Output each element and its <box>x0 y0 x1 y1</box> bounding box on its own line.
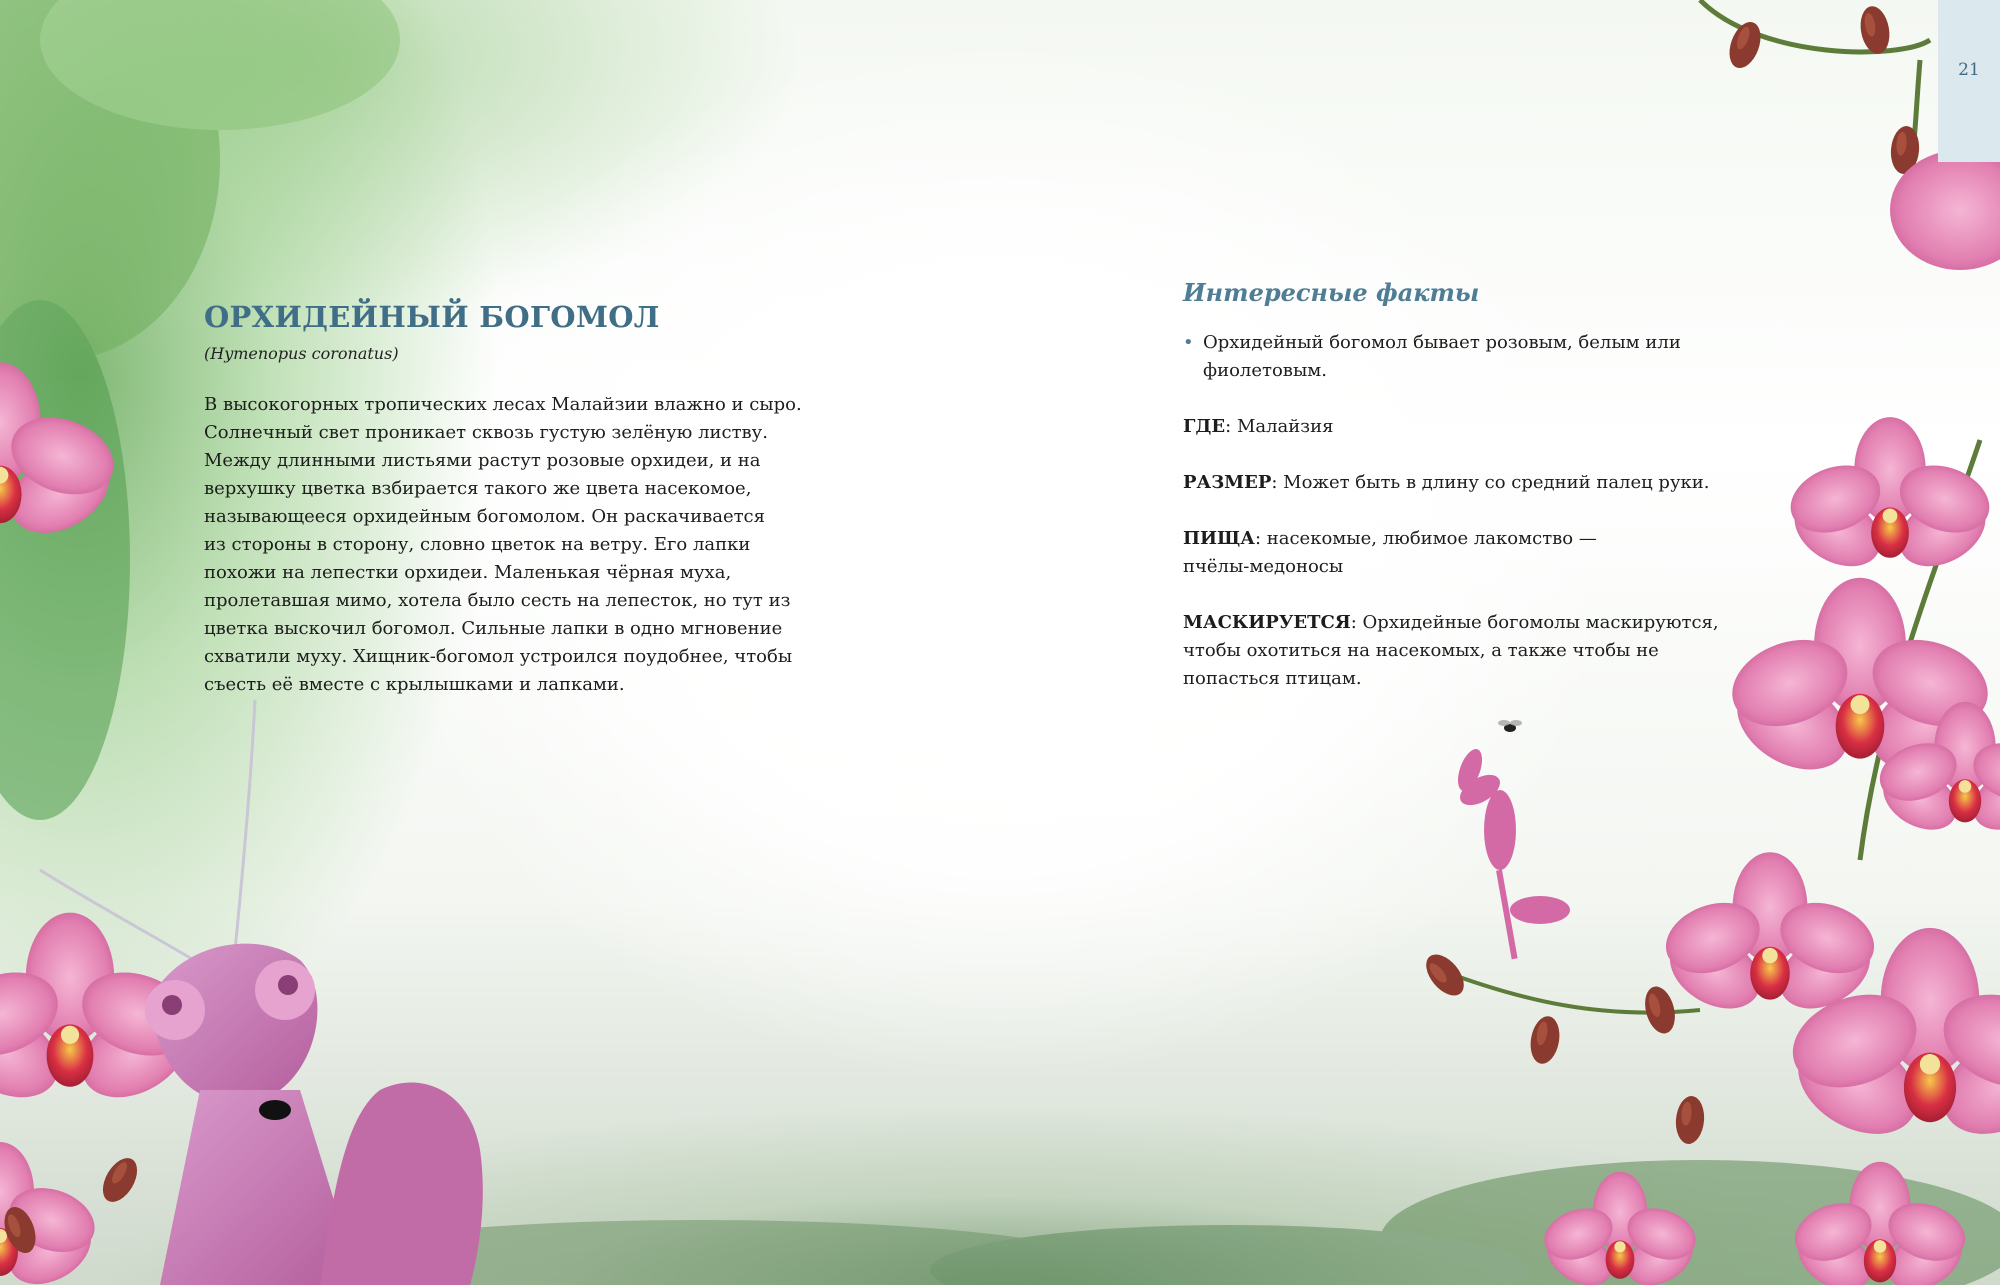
story-line: В высокогорных тропических лесах Малайзии влажно и сыро. <box>204 394 802 415</box>
fact-camouflage-line: попасться птицам. <box>1183 668 1362 689</box>
story-line: пролетавшая мимо, хотела было сесть на лепесток, но тут из <box>204 590 791 611</box>
fact-camouflage-label: МАСКИРУЕТСЯ <box>1183 612 1351 633</box>
fact-size-value: : Может быть в длину со средний палец руки. <box>1271 472 1710 493</box>
story-line: Между длинными листьями растут розовые орхидеи, и на <box>204 450 761 471</box>
page-number-tab <box>1938 0 2000 162</box>
story-line: Солнечный свет проникает сквозь густую зелёную листву. <box>204 422 768 443</box>
latin-name: (Hymenopus coronatus) <box>204 344 399 363</box>
fact-food-value: : насекомые, любимое лакомство — <box>1254 528 1597 549</box>
bullet-icon: • <box>1183 332 1194 353</box>
fact-where-label: ГДЕ <box>1183 416 1226 437</box>
fact-food-line: пчёлы-медоносы <box>1183 556 1344 577</box>
story-line: похожи на лепестки орхидеи. Маленькая чёрная муха, <box>204 562 732 583</box>
article-title: ОРХИДЕЙНЫЙ БОГОМОЛ <box>204 300 660 334</box>
fact-size <box>1183 469 1743 497</box>
fact-camouflage-line <box>1183 609 1743 637</box>
page-number: 21 <box>1958 60 1980 80</box>
story-line: называющееся орхидейным богомолом. Он раскачивается <box>204 506 765 527</box>
fact-camouflage <box>1183 609 1743 693</box>
story-line: из стороны в сторону, словно цветок на ветру. Его лапки <box>204 534 751 555</box>
fact-food-label: ПИЩА <box>1183 528 1255 549</box>
fact-camouflage-value: : Орхидейные богомолы маскируются, <box>1350 612 1719 633</box>
fact-size-label: РАЗМЕР <box>1183 472 1272 493</box>
article-column <box>204 300 844 699</box>
story-line: верхушку цветка взбирается такого же цвета насекомое, <box>204 478 752 499</box>
fact-where <box>1183 413 1743 441</box>
fact-food-line <box>1183 525 1743 553</box>
fact-food <box>1183 525 1743 581</box>
facts-list <box>1183 329 1743 385</box>
story-line: схватили муху. Хищник-богомол устроился поудобнее, чтобы <box>204 646 793 667</box>
fact-bullet-line: фиолетовым. <box>1203 360 1327 381</box>
fact-where-value: : Малайзия <box>1225 416 1334 437</box>
facts-heading: Интересные факты <box>1183 278 1480 307</box>
story-line: съесть её вместе с крылышками и лапками. <box>204 674 625 695</box>
story-paragraph <box>204 391 844 699</box>
facts-column <box>1183 278 1743 693</box>
fact-bullet-line: Орхидейный богомол бывает розовым, белым или <box>1203 332 1681 353</box>
fact-bullet-item <box>1183 329 1743 385</box>
story-line: цветка выскочил богомол. Сильные лапки в одно мгновение <box>204 618 783 639</box>
fact-camouflage-line: чтобы охотиться на насекомых, а также чтобы не <box>1183 640 1659 661</box>
